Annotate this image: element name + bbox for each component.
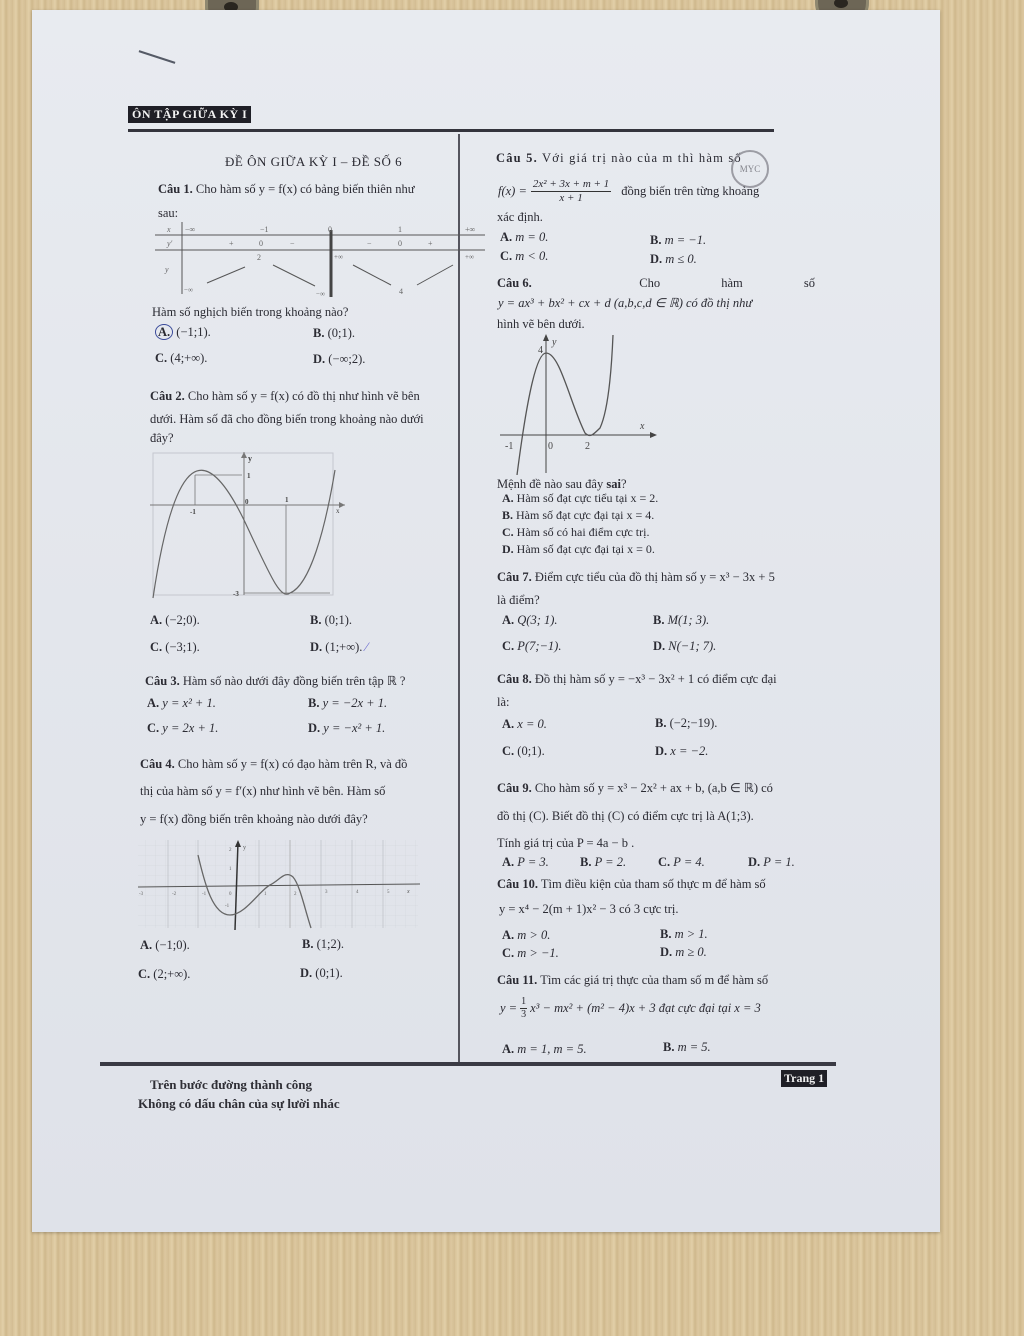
q6-option-d[interactable]: D. Hàm số đạt cực đại tại x = 0. bbox=[502, 542, 655, 556]
q2-text2: dưới. Hàm số đã cho đồng biến trong khoảng nào dưới bbox=[150, 412, 424, 426]
q1-stem bbox=[158, 181, 415, 198]
svg-text:0: 0 bbox=[398, 239, 402, 248]
q7-text2: là điểm? bbox=[497, 593, 540, 607]
svg-text:−: − bbox=[367, 239, 372, 248]
q10-option-c[interactable]: C. m > −1. bbox=[502, 946, 559, 960]
svg-text:y: y bbox=[243, 845, 246, 851]
q8-option-d[interactable]: D. x = −2. bbox=[655, 744, 709, 758]
svg-text:−∞: −∞ bbox=[316, 290, 325, 297]
svg-text:y: y bbox=[552, 337, 557, 348]
q8-text2: là: bbox=[497, 695, 510, 709]
q2-option-c[interactable]: C. (−3;1). bbox=[150, 640, 200, 654]
svg-text:2: 2 bbox=[585, 441, 590, 452]
q3-option-b[interactable]: B. y = −2x + 1. bbox=[308, 696, 388, 710]
svg-text:−1: −1 bbox=[260, 225, 269, 234]
q11-option-b[interactable]: B. m = 5. bbox=[663, 1040, 711, 1054]
q7-stem: Câu 7. Điểm cực tiểu của đồ thị hàm số y = x³ − 3x + 5 bbox=[497, 570, 775, 584]
svg-text:y': y' bbox=[167, 239, 173, 248]
q5-option-d[interactable]: D. m ≤ 0. bbox=[650, 252, 697, 266]
svg-text:0: 0 bbox=[229, 892, 232, 897]
svg-text:+: + bbox=[229, 239, 234, 248]
q4-option-a[interactable]: A. (−1;0). bbox=[140, 938, 190, 952]
svg-text:1: 1 bbox=[264, 892, 267, 897]
svg-text:4: 4 bbox=[538, 345, 543, 356]
q1-option-d[interactable]: D. (−∞;2). bbox=[313, 352, 366, 366]
svg-text:-1: -1 bbox=[505, 441, 514, 452]
q5-text3: xác định. bbox=[497, 210, 543, 224]
svg-text:x: x bbox=[640, 421, 645, 432]
q8-option-a[interactable]: A. x = 0. bbox=[502, 717, 547, 731]
svg-text:−∞: −∞ bbox=[184, 286, 193, 294]
q5-option-b[interactable]: B. m = −1. bbox=[650, 233, 707, 247]
pencil-mark bbox=[139, 50, 176, 64]
q5-formula: f(x) = $\frac{\text{2x² + 3x + m + 1}}{x + 1}$ đồng biến trên từng khoảng bbox=[498, 178, 760, 205]
q10-option-d[interactable]: D. m ≥ 0. bbox=[660, 945, 707, 959]
exam-title: ĐỀ ÔN GIỮA KỲ I – ĐỀ SỐ 6 bbox=[225, 154, 403, 169]
q2-graph bbox=[150, 450, 350, 600]
svg-text:4: 4 bbox=[399, 287, 403, 296]
svg-text:0: 0 bbox=[328, 225, 332, 234]
q6-stem: Câu 6. Cho hàm số bbox=[497, 276, 815, 290]
svg-text:−∞: −∞ bbox=[185, 225, 196, 234]
q1-prompt: Hàm số nghịch biến trong khoảng nào? bbox=[152, 305, 349, 319]
q3-stem: Câu 3. Hàm số nào dưới đây đồng biến trên tập ℝ ? bbox=[145, 674, 406, 688]
q6-formula: y = ax³ + bx² + cx + d (a,b,c,d ∈ ℝ) có đồ thị như bbox=[498, 296, 753, 310]
q6-text2: hình vẽ bên dưới. bbox=[497, 317, 585, 331]
svg-text:1: 1 bbox=[247, 472, 251, 480]
q9-option-a[interactable]: A. P = 3. bbox=[502, 855, 549, 869]
q9-option-b[interactable]: B. P = 2. bbox=[580, 855, 627, 869]
q4-stem: Câu 4. Cho hàm số y = f(x) có đạo hàm trên R, và đồ bbox=[140, 757, 408, 771]
svg-text:-3: -3 bbox=[139, 892, 144, 897]
svg-text:-1: -1 bbox=[225, 904, 230, 909]
q9-option-c[interactable]: C. P = 4. bbox=[658, 855, 705, 869]
q6-option-a[interactable]: A. Hàm số đạt cực tiểu tại x = 2. bbox=[502, 491, 659, 505]
q9-stem: Câu 9. Cho hàm số y = x³ − 2x² + ax + b, (a,b ∈ ℝ) có bbox=[497, 781, 773, 795]
q2-option-a[interactable]: A. (−2;0). bbox=[150, 613, 200, 627]
q6-graph bbox=[495, 333, 665, 475]
q8-option-b[interactable]: B. (−2;−19). bbox=[655, 716, 718, 730]
q4-option-b[interactable]: B. (1;2). bbox=[302, 937, 345, 951]
q7-option-c[interactable]: C. P(7;−1). bbox=[502, 639, 562, 653]
svg-text:+∞: +∞ bbox=[465, 253, 474, 261]
q11-option-a[interactable]: A. m = 1, m = 5. bbox=[502, 1042, 587, 1056]
section-label: ÔN TẬP GIỮA KỲ I bbox=[128, 106, 251, 123]
q8-stem: Câu 8. Đồ thị hàm số y = −x³ − 3x² + 1 có điểm cực đại bbox=[497, 672, 777, 686]
q1-option-c[interactable]: C. (4;+∞). bbox=[155, 351, 208, 365]
svg-text:+∞: +∞ bbox=[334, 253, 343, 261]
q2-option-b[interactable]: B. (0;1). bbox=[310, 613, 353, 627]
svg-text:2: 2 bbox=[294, 892, 297, 897]
q5-option-c[interactable]: C. m < 0. bbox=[500, 249, 549, 263]
stamp-watermark: MYC bbox=[731, 150, 769, 188]
vt-x-label: x bbox=[167, 225, 171, 234]
svg-text:-1: -1 bbox=[202, 892, 207, 897]
svg-text:0: 0 bbox=[548, 441, 553, 452]
svg-text:2: 2 bbox=[229, 848, 232, 853]
q9-text3: Tính giá trị của P = 4a − b . bbox=[497, 836, 635, 850]
footer-rule bbox=[100, 1062, 836, 1066]
q8-option-c[interactable]: C. (0;1). bbox=[502, 744, 545, 758]
q1-option-a[interactable]: A. (−1;1). bbox=[155, 325, 211, 340]
svg-text:1: 1 bbox=[229, 867, 232, 872]
q6-option-c[interactable]: C. Hàm số có hai điểm cực trị. bbox=[502, 525, 650, 539]
variation-table bbox=[155, 222, 485, 297]
svg-text:0: 0 bbox=[259, 239, 263, 248]
q6-prompt: Mệnh đề nào sau đây sai? bbox=[497, 477, 627, 491]
footer-motto-line1: Trên bước đường thành công bbox=[150, 1077, 312, 1092]
svg-text:-3: -3 bbox=[233, 590, 239, 598]
q2-stem: Câu 2. Cho hàm số y = f(x) có đồ thị như hình vẽ bên bbox=[150, 389, 420, 403]
q7-option-a[interactable]: A. Q(3; 1). bbox=[502, 613, 558, 627]
q1-option-b[interactable]: B. (0;1). bbox=[313, 326, 356, 340]
q11-stem: Câu 11. Tìm các giá trị thực của tham số m để hàm số bbox=[497, 973, 769, 987]
q1-label: Câu 1. bbox=[158, 182, 193, 196]
q11-formula: y = $\frac{1}{3}$ x³ − mx² + (m² − 4)x + 3 đạt cực đại tại x = 3 bbox=[500, 996, 761, 1020]
svg-text:5: 5 bbox=[387, 890, 390, 895]
svg-text:x: x bbox=[336, 507, 340, 515]
q3-option-c[interactable]: C. y = 2x + 1. bbox=[147, 721, 219, 735]
q3-option-d[interactable]: D. y = −x² + 1. bbox=[308, 721, 386, 735]
svg-text:4: 4 bbox=[356, 890, 359, 895]
q5-stem: Câu 5. Với giá trị nào của m thì hàm số bbox=[496, 151, 742, 165]
q10-text2: y = x⁴ − 2(m + 1)x² − 3 có 3 cực trị. bbox=[499, 902, 679, 916]
q1-text: Cho hàm số y = f(x) có bảng biến thiên như bbox=[195, 182, 415, 196]
q4-option-d[interactable]: D. (0;1). bbox=[300, 966, 343, 980]
page-number-badge: Trang 1 bbox=[781, 1070, 827, 1087]
q9-text2: đồ thị (C). Biết đồ thị (C) có điểm cực trị là A(1;3). bbox=[497, 809, 754, 823]
svg-text:-1: -1 bbox=[190, 508, 196, 516]
footer-motto-line2: Không có dấu chân của sự lười nhác bbox=[138, 1096, 340, 1111]
pen-check-mark: ⁄ bbox=[362, 640, 368, 654]
q4-derivative-graph bbox=[135, 835, 425, 930]
svg-text:-2: -2 bbox=[172, 892, 177, 897]
svg-text:2: 2 bbox=[257, 253, 261, 262]
svg-text:3: 3 bbox=[325, 890, 328, 895]
svg-text:x: x bbox=[407, 889, 410, 895]
q3-option-a[interactable]: A. y = x² + 1. bbox=[147, 696, 216, 710]
q9-option-d[interactable]: D. P = 1. bbox=[748, 855, 795, 869]
q4-text3: y = f(x) đồng biến trên khoảng nào dưới đây? bbox=[140, 812, 368, 826]
header-rule bbox=[128, 129, 774, 132]
q7-option-b[interactable]: B. M(1; 3). bbox=[653, 613, 710, 627]
svg-text:0: 0 bbox=[245, 498, 249, 506]
q2-text3: đây? bbox=[150, 431, 174, 445]
svg-text:y: y bbox=[165, 265, 169, 274]
q10-option-a[interactable]: A. m > 0. bbox=[502, 928, 551, 942]
svg-text:−: − bbox=[290, 239, 295, 248]
q2-option-d[interactable]: D. (1;+∞). ⁄ bbox=[310, 640, 368, 654]
q10-stem: Câu 10. Tìm điều kiện của tham số thực m để hàm số bbox=[497, 877, 766, 891]
svg-text:1: 1 bbox=[398, 225, 402, 234]
q6-option-b[interactable]: B. Hàm số đạt cực đại tại x = 4. bbox=[502, 508, 655, 522]
svg-text:1: 1 bbox=[285, 496, 289, 504]
q4-option-c[interactable]: C. (2;+∞). bbox=[138, 967, 191, 981]
q4-text2: thị của hàm số y = f′(x) như hình vẽ bên. Hàm số bbox=[140, 784, 386, 798]
q1-text2: sau: bbox=[158, 206, 179, 220]
svg-text:+: + bbox=[428, 239, 433, 248]
q10-option-b[interactable]: B. m > 1. bbox=[660, 927, 708, 941]
svg-text:y: y bbox=[248, 454, 252, 463]
svg-text:+∞: +∞ bbox=[465, 225, 476, 234]
q7-option-d[interactable]: D. N(−1; 7). bbox=[653, 639, 717, 653]
q5-option-a[interactable]: A. m = 0. bbox=[500, 230, 549, 244]
